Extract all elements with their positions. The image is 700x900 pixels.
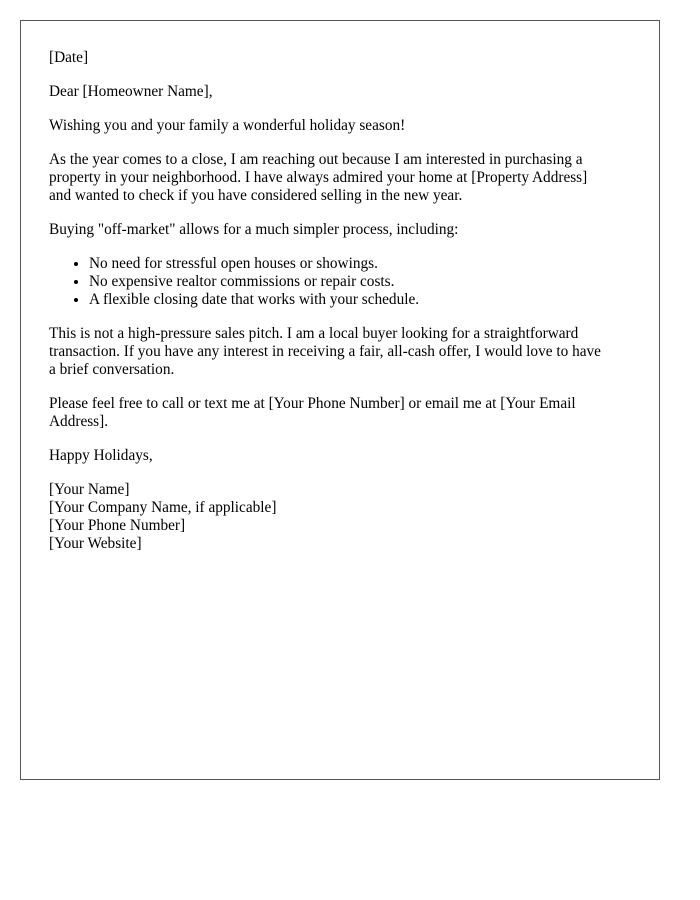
signature-block bbox=[49, 481, 619, 553]
signature-website: [Your Website] bbox=[49, 535, 142, 552]
letter-closing: Happy Holidays, bbox=[49, 447, 153, 464]
signature-phone: [Your Phone Number] bbox=[49, 517, 186, 534]
pitch-line: This is not a high-pressure sales pitch. I am a local buyer looking for a straightforward bbox=[49, 325, 579, 342]
letter-contact-paragraph bbox=[49, 395, 619, 431]
benefit-item: • A flexible closing date that works with your schedule. bbox=[89, 291, 619, 309]
pitch-line: transaction. If you have any interest in receiving a fair, all-cash offer, I would love to have bbox=[49, 343, 601, 360]
signature-name: [Your Name] bbox=[49, 481, 130, 498]
letter-body bbox=[49, 49, 619, 553]
contact-line: Address]. bbox=[49, 413, 109, 430]
letter-salutation: Dear [Homeowner Name], bbox=[49, 83, 213, 100]
intro-line: and wanted to check if you have considered selling in the new year. bbox=[49, 187, 463, 204]
benefit-item: • No need for stressful open houses or showings. bbox=[89, 255, 619, 273]
contact-line: Please feel free to call or text me at [Your Phone Number] or email me at [Your Email bbox=[49, 395, 576, 412]
pitch-line: a brief conversation. bbox=[49, 361, 175, 378]
benefits-list bbox=[49, 255, 619, 309]
letter-pitch-paragraph bbox=[49, 325, 619, 379]
letter-page bbox=[20, 20, 660, 780]
benefit-item: • No expensive realtor commissions or repair costs. bbox=[89, 273, 619, 291]
intro-line: property in your neighborhood. I have always admired your home at [Property Address] bbox=[49, 169, 588, 186]
signature-company: [Your Company Name, if applicable] bbox=[49, 499, 277, 516]
letter-date: [Date] bbox=[49, 49, 89, 66]
letter-intro-paragraph bbox=[49, 151, 619, 205]
benefits-intro: Buying "off-market" allows for a much simpler process, including: bbox=[49, 221, 459, 238]
letter-greeting: Wishing you and your family a wonderful holiday season! bbox=[49, 117, 406, 134]
intro-line: As the year comes to a close, I am reaching out because I am interested in purchasing a bbox=[49, 151, 583, 168]
